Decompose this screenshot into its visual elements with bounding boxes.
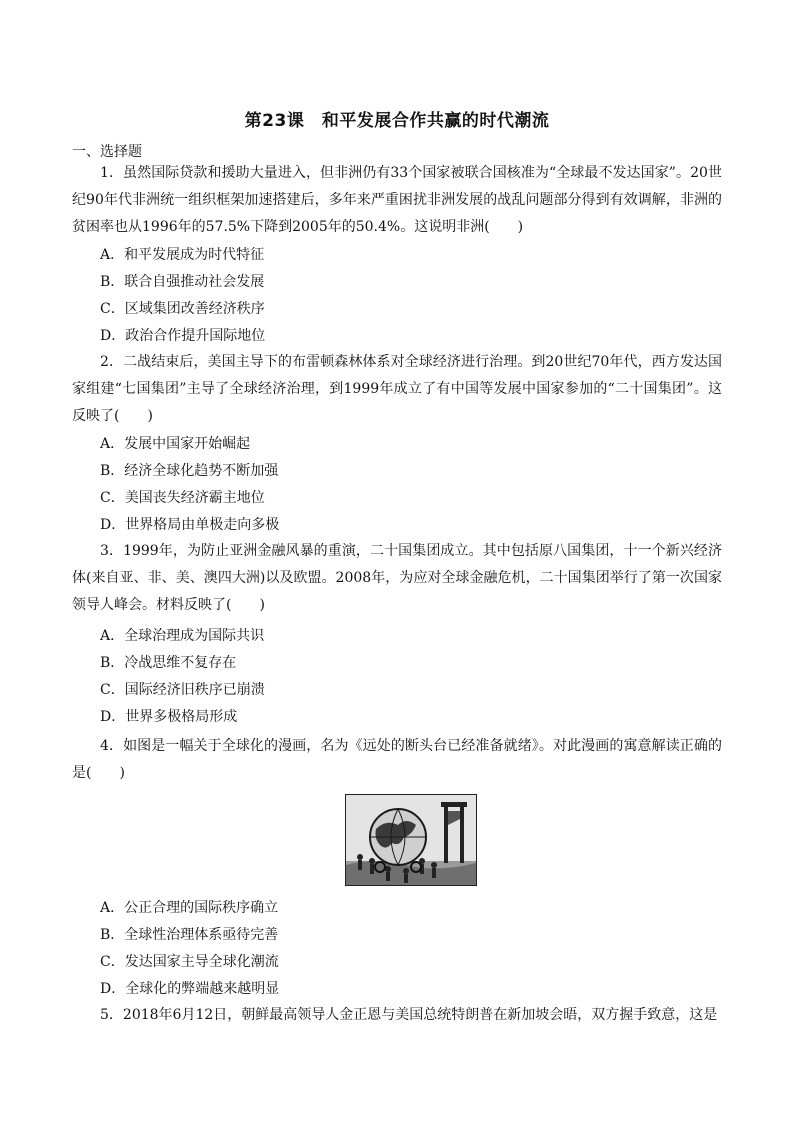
question-4-option-d[interactable]: D．全球化的弊端越来越明显 <box>100 981 280 997</box>
question-3-option-b[interactable]: B．冷战思维不复存在 <box>100 655 237 671</box>
lesson-title: 第23课 和平发展合作共赢的时代潮流 <box>244 111 550 131</box>
question-4-option-c[interactable]: C．发达国家主导全球化潮流 <box>100 954 279 970</box>
question-4-text: 4．如图是一幅关于全球化的漫画，名为《远处的断头台已经准备就绪》。对此漫画的寓意解读正确的是( ) <box>72 738 722 781</box>
question-3-text: 3．1999年，为防止亚洲金融风暴的重演，二十国集团成立。其中包括原八国集团，十一个新兴经济体(来自亚、非、美、澳四大洲)以及欧盟。2008年，为应对全球金融危机，二十国集团举行了第一次国家领导人峰会。材料反映了( ) <box>72 543 722 613</box>
question-3-option-d[interactable]: D．世界多极格局形成 <box>100 709 238 725</box>
section-heading: 一、选择题 <box>72 144 142 160</box>
question-2-option-a[interactable]: A．发展中国家开始崛起 <box>100 436 251 452</box>
question-1-option-b[interactable]: B．联合自强推动社会发展 <box>100 274 265 290</box>
question-2-option-b[interactable]: B．经济全球化趋势不断加强 <box>100 463 279 479</box>
globalization-cartoon-image <box>345 794 477 886</box>
question-2-option-d[interactable]: D．世界格局由单极走向多极 <box>100 517 280 533</box>
question-1-option-a[interactable]: A．和平发展成为时代特征 <box>100 247 265 263</box>
question-1-option-c[interactable]: C．区域集团改善经济秩序 <box>100 301 265 317</box>
question-5-text: 5．2018年6月12日，朝鲜最高领导人金正恩与美国总统特朗普在新加坡会晤，双方握手致意，这是 <box>100 1007 718 1023</box>
question-2-option-c[interactable]: C．美国丧失经济霸主地位 <box>100 490 265 506</box>
question-3-option-c[interactable]: C．国际经济旧秩序已崩溃 <box>100 682 265 698</box>
question-4-option-a[interactable]: A．公正合理的国际秩序确立 <box>100 900 279 916</box>
question-1-text: 1．虽然国际贷款和援助大量进入，但非洲仍有33个国家被联合国核准为“全球最不发达国家”。20世纪90年代非洲统一组织框架加速搭建后，多年来严重困扰非洲发展的战乱问题部分得到有效调解，非洲的贫困率也从1996年的57.5%下降到2005年的50.4%。这说明非洲( ) <box>72 165 722 235</box>
question-3-option-a[interactable]: A．全球治理成为国际共识 <box>100 628 265 644</box>
question-4-option-b[interactable]: B．全球性治理体系亟待完善 <box>100 927 279 943</box>
question-1-option-d[interactable]: D．政治合作提升国际地位 <box>100 328 266 344</box>
question-2-text: 2．二战结束后，美国主导下的布雷顿森林体系对全球经济进行治理。到20世纪70年代，西方发达国家组建“七国集团”主导了全球经济治理，到1999年成立了有中国等发展中国家参加的“二十国集团”。这反映了( ) <box>72 354 722 424</box>
